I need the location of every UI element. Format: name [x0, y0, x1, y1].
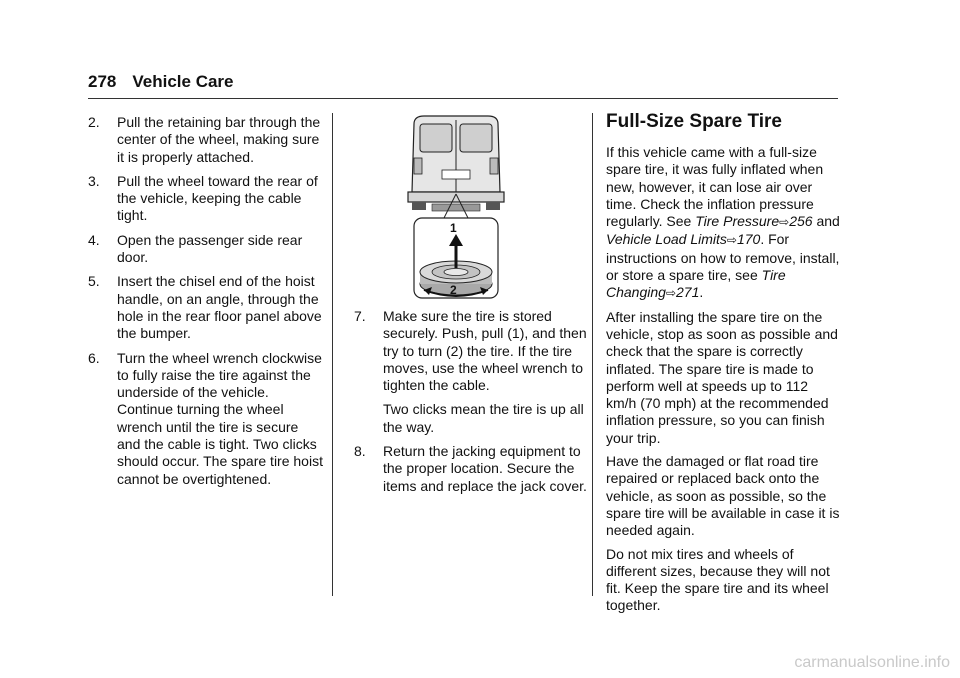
- watermark: carmanualsonline.info: [794, 654, 950, 671]
- step-8: 8. Return the jacking equipment to the proper location. Secure the items and replace the jack cover.: [354, 443, 587, 494]
- step-5: 5. Insert the chisel end of the hoist handle, on an angle, through the hole in the rear floor panel above the bumper.: [88, 273, 322, 342]
- paragraph-4: Do not mix tires and wheels of different sizes, because they will not fit. Keep the spare tire and its wheel together.: [606, 545, 830, 614]
- page-ref-arrow-icon: ⇨: [665, 286, 676, 301]
- page-ref-271[interactable]: 271: [676, 284, 700, 301]
- header-rule: [88, 98, 838, 99]
- column-middle: [354, 308, 590, 502]
- paragraph-1: If this vehicle came with a full-size spare tire, it was fully inflated when new, however, it can lose air over time. Check the inflation pressure regularly. See Tire Pressure⇨256 and Vehicle Load Limits⇨170. For instructions on how to remove, install, or store a spare tire, see Tire Changing⇨271.: [606, 144, 840, 301]
- paragraph-3: Have the damaged or flat road tire repaired or replaced back onto the vehicle, as soon as possible, so the spare tire will be available in case it is needed again.: [606, 453, 840, 539]
- step-7: 7. Make sure the tire is stored securely. Push, pull (1), and then try to turn (2) the tire. If the tire moves, use the wheel wrench to tighten the cable.: [354, 308, 587, 394]
- page-number: 278: [88, 72, 117, 91]
- column-divider-1: [332, 113, 333, 596]
- paragraph-2: After installing the spare tire on the vehicle, stop as soon as possible and check that the spare is correctly inflated. The spare tire is made to perform well at speeds up to 112 km/h (70 mph) at the recommended inflation pressure, so you can finish your trip.: [606, 308, 838, 446]
- page-ref-170[interactable]: 170: [736, 231, 761, 248]
- step-4: 4. Open the passenger side rear door.: [88, 231, 303, 266]
- step-6: 6. Turn the wheel wrench clockwise to fully raise the tire against the underside of the vehicle. Continue turning the wheel wrench until the tire is secure and the cable is tight. Two clicks should occur. The spare tire hoist cannot be overtightened.: [88, 349, 323, 487]
- page-header: [88, 72, 234, 92]
- step-7-note: Two clicks mean the tire is up all the way.: [383, 401, 584, 435]
- column-divider-2: [592, 113, 593, 596]
- page-ref-256[interactable]: 256: [789, 213, 813, 230]
- link-vehicle-load-limits[interactable]: Vehicle Load Limits: [606, 231, 727, 248]
- step-3: 3. Pull the wheel toward the rear of the vehicle, keeping the cable tight.: [88, 172, 318, 224]
- page-ref-arrow-icon: ⇨: [726, 233, 737, 248]
- callout-label-1: 1: [450, 221, 457, 235]
- spare-tire-illustration: [404, 114, 508, 302]
- page-ref-arrow-icon: ⇨: [779, 215, 790, 230]
- link-tire-changing[interactable]: Tire Changing: [606, 267, 786, 301]
- callout-label-2: 2: [450, 283, 457, 297]
- step-2: 2. Pull the retaining bar through the center of the wheel, making sure it is properly attached.: [88, 114, 321, 165]
- van-rear-icon: [408, 116, 504, 211]
- column-left: [88, 114, 324, 495]
- section-title: Vehicle Care: [132, 72, 234, 91]
- section-heading: Full-Size Spare Tire: [606, 111, 782, 132]
- column-right: [606, 111, 840, 621]
- link-tire-pressure[interactable]: Tire Pressure: [695, 213, 780, 230]
